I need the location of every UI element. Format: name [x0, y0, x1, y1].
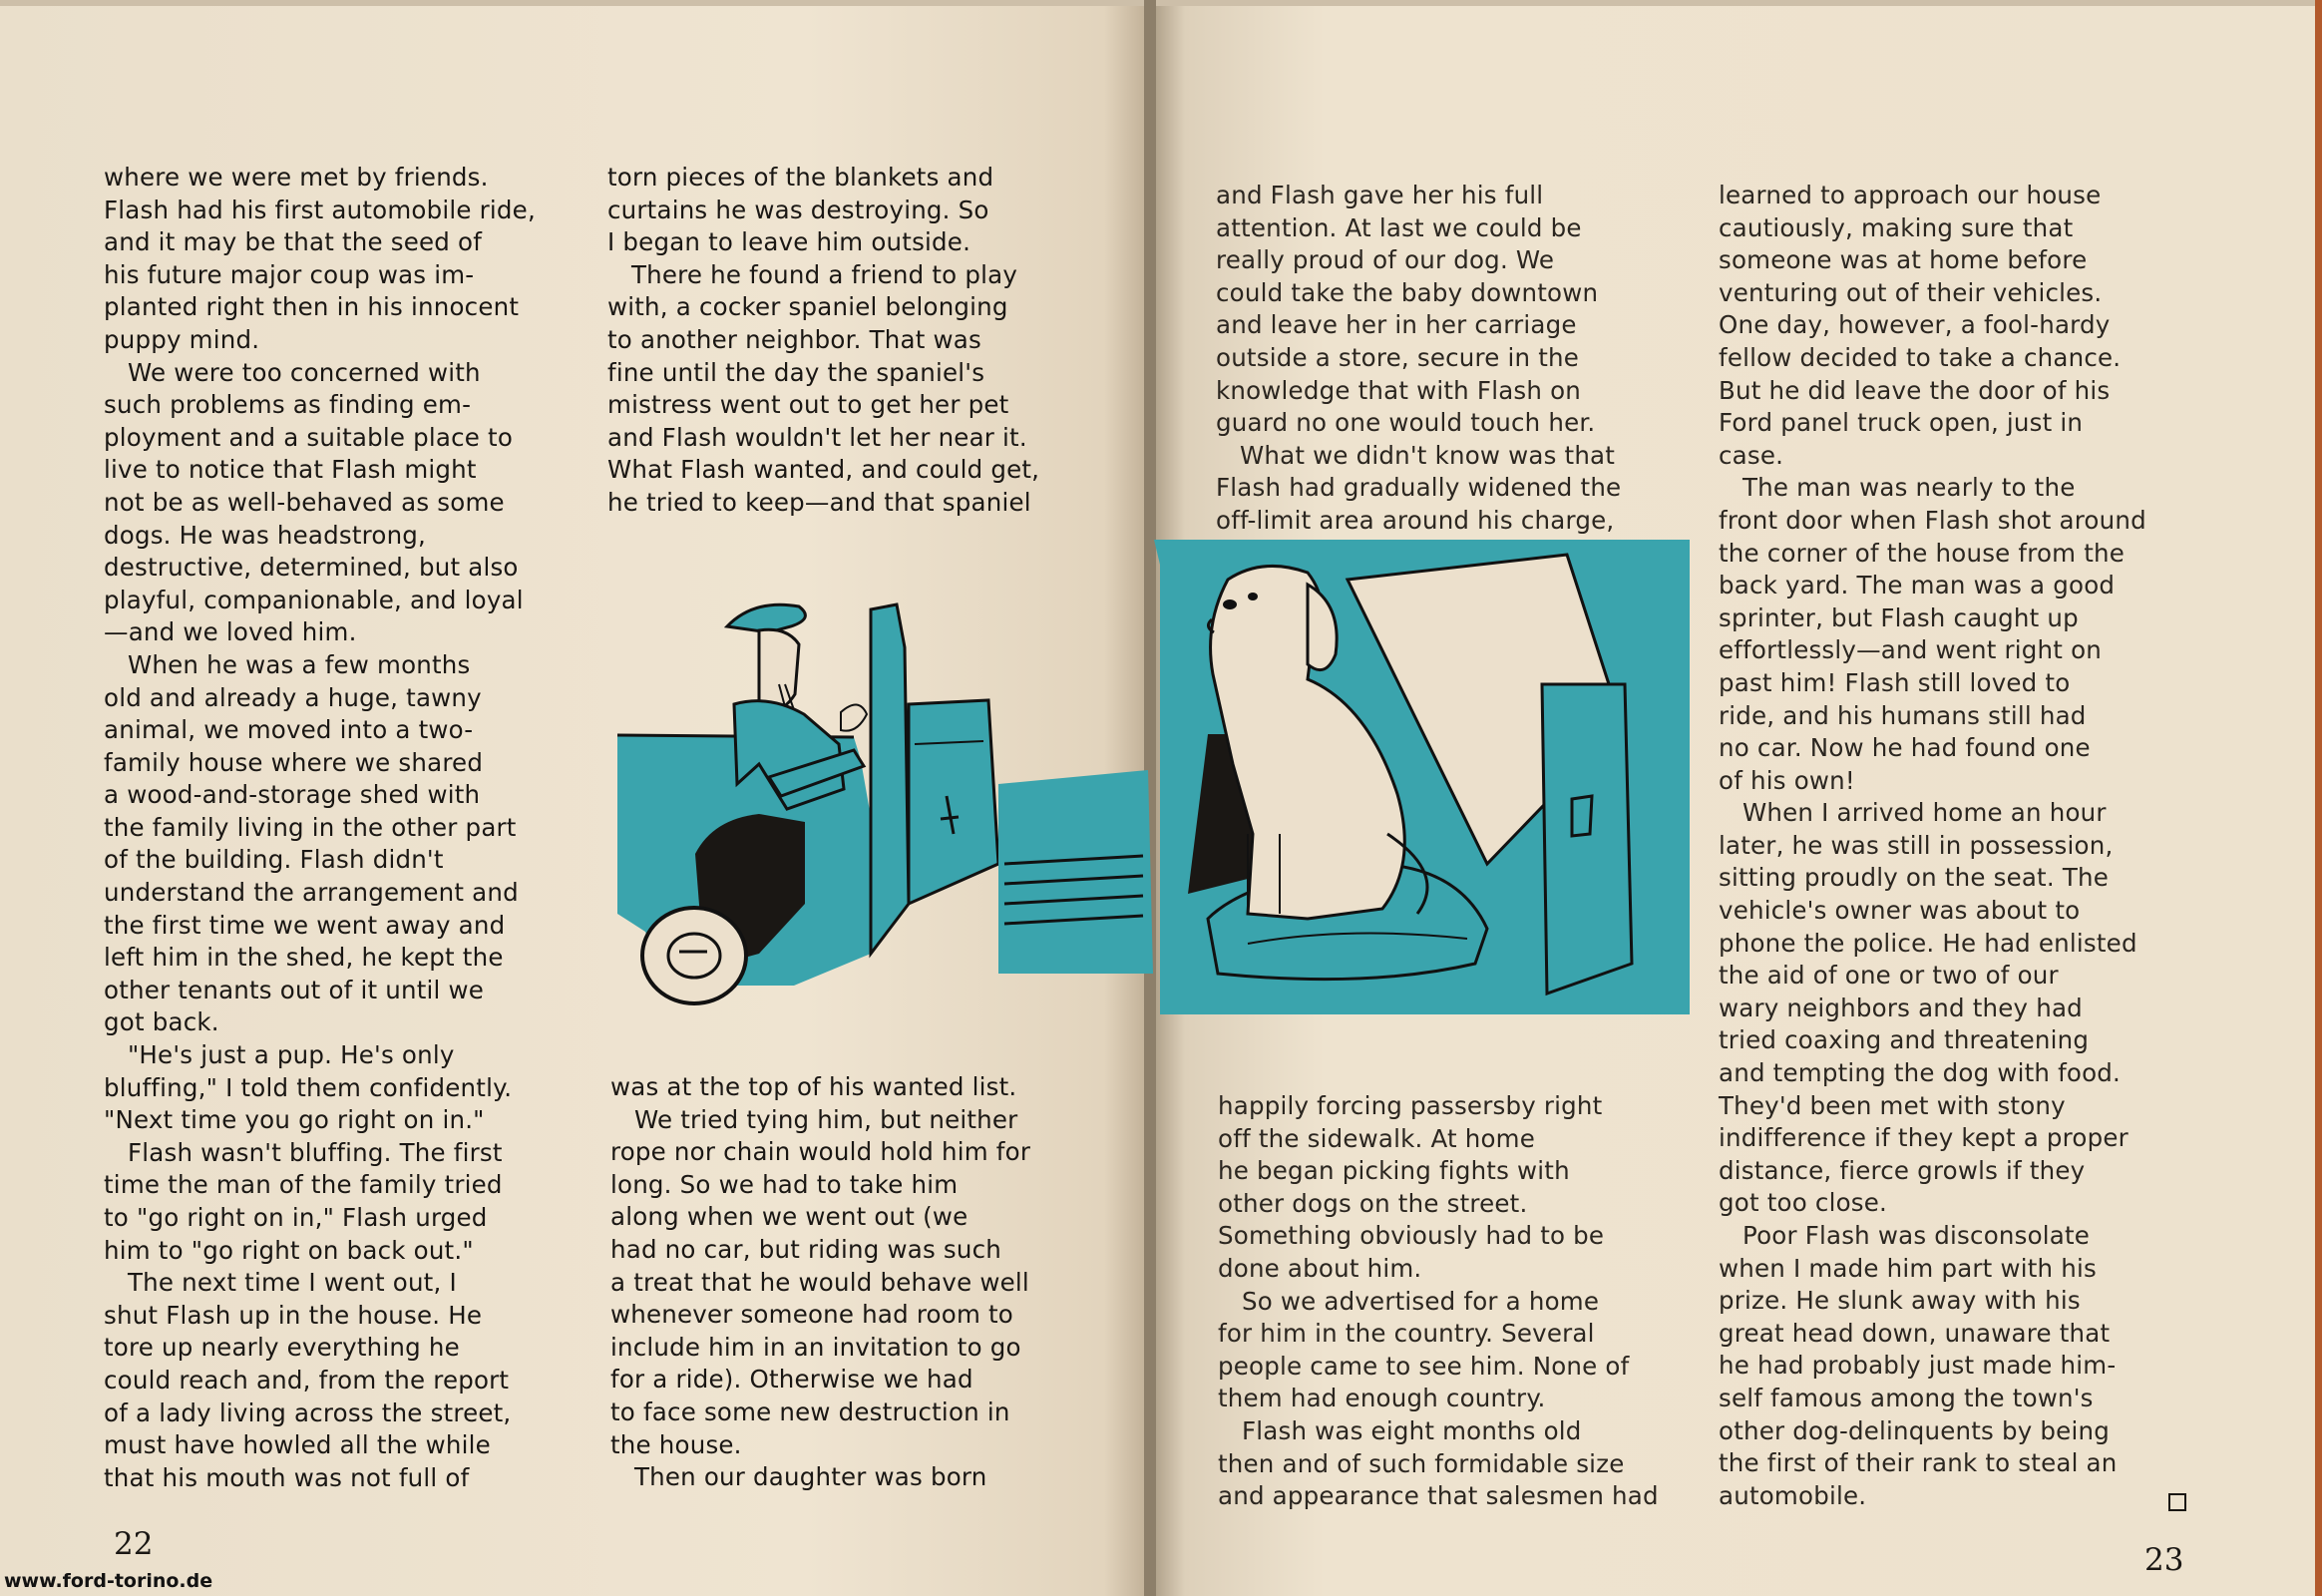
page-number-right: 23: [2144, 1542, 2184, 1578]
truck-front-grille: [998, 770, 1153, 974]
website-watermark-link[interactable]: www.ford-torino.de: [4, 1570, 213, 1592]
end-of-story-square-icon: [2168, 1493, 2186, 1511]
text-column-4: learned to approach our house cautiously, making sure that someone was at home before venturing out of their vehicles. One day, however, a fool-hardy fellow decided to take a chance. But he did leave the door of his Ford panel truck open, just in case. The man was nearly to the front door when Flash shot around the corner of the house from the back yard. The man was a good sprinter, but Flash caught up effortlessly—and went right on past him! Flash still loved to ride, and his humans still had no car. Now he had found one of his own! When I arrived home an hour later, he was still in possession, sitting proudly on the seat. The vehicle's owner was about to phone the police. He had enlisted the aid of one or two of our wary neighbors and they had tried coaxing and threatening and tempting the dog with food. They'd been met with stony indifference if they kept a proper distance, fierce growls if they got too close. Poor Flash was disconsolate when I made him part with his prize. He slunk away with his great head down, unaware that he had probably just made him- self famous among the town's other dog-delinquents by being the first of their rank to steal an automobile.: [1719, 181, 2146, 1510]
truck-door-open: [871, 604, 998, 954]
illustration-dog-in-truck: [609, 535, 1690, 1014]
text-column-2-top: torn pieces of the blankets and curtains he was destroying. So I began to leave him outside. There he found a friend to play with, a cocker spaniel belonging to another neighbor. That was fine until the day the spaniel's mistress went out to get her pet and Flash wouldn't let her near it. What Flash wanted, and could get, he tried to keep—and that spaniel: [607, 163, 1040, 517]
page-number-left: 22: [114, 1526, 154, 1562]
page-edge: [2315, 0, 2322, 1596]
text-column-2-bottom: was at the top of his wanted list. We tried tying him, but neither rope nor chain would hold him for long. So we had to take him along when we went out (we had no car, but riding was such a treat that he would behave well whenever someone had room to include him in an invitation to go for a ride). Otherwise we had to face some new destruction in the house. Then our daughter was born: [610, 1072, 1031, 1492]
text-column-3-top: and Flash gave her his full attention. At last we could be really proud of our dog. We could take the baby downtown and leave her in her carriage outside a store, secure in the knowledge that with Flash on guard no one would touch her. What we didn't know was that Flash had gradually widened the off-limit area around his charge,: [1216, 181, 1622, 535]
text-column-3-bottom: happily forcing passersby right off the sidewalk. At home he began picking fights with other dogs on the street. Something obviously had to be done about him. So we advertised for a home for him in the country. Several people came to see him. None of them had enough country. Flash was eight months old then and of such formidable size and appearance that salesmen had: [1218, 1091, 1659, 1511]
text-column-1: where we were met by friends. Flash had his first automobile ride, and it may be that the seed of his future major coup was im- planted right then in his innocent puppy mind. We were too concerned with such problems as finding em- ployment and a suitable place to live to notice that Flash might not be as well-behaved as some dogs. He was headstrong, destructive, determined, but also playful, companionable, and loyal —and we loved him. When he was a few months old and already a huge, tawny animal, we moved into a two- family house where we shared a wood-and-storage shed with the family living in the other part of the building. Flash didn't understand the arrangement and the first time we went away and left him in the shed, he kept the other tenants out of it until we got back. "He's just a pup. He's only bluffing," I told them confidently. "Next time you go right on in." Flash wasn't bluffing. The first time the man of the family tried to "go right on in," Flash urged him to "go right on back out." The next time I went out, I shut Flash up in the house. He tore up nearly everything he could reach and, from the report of a lady living across the street, must have howled all the while that his mouth was not full of: [104, 163, 536, 1492]
